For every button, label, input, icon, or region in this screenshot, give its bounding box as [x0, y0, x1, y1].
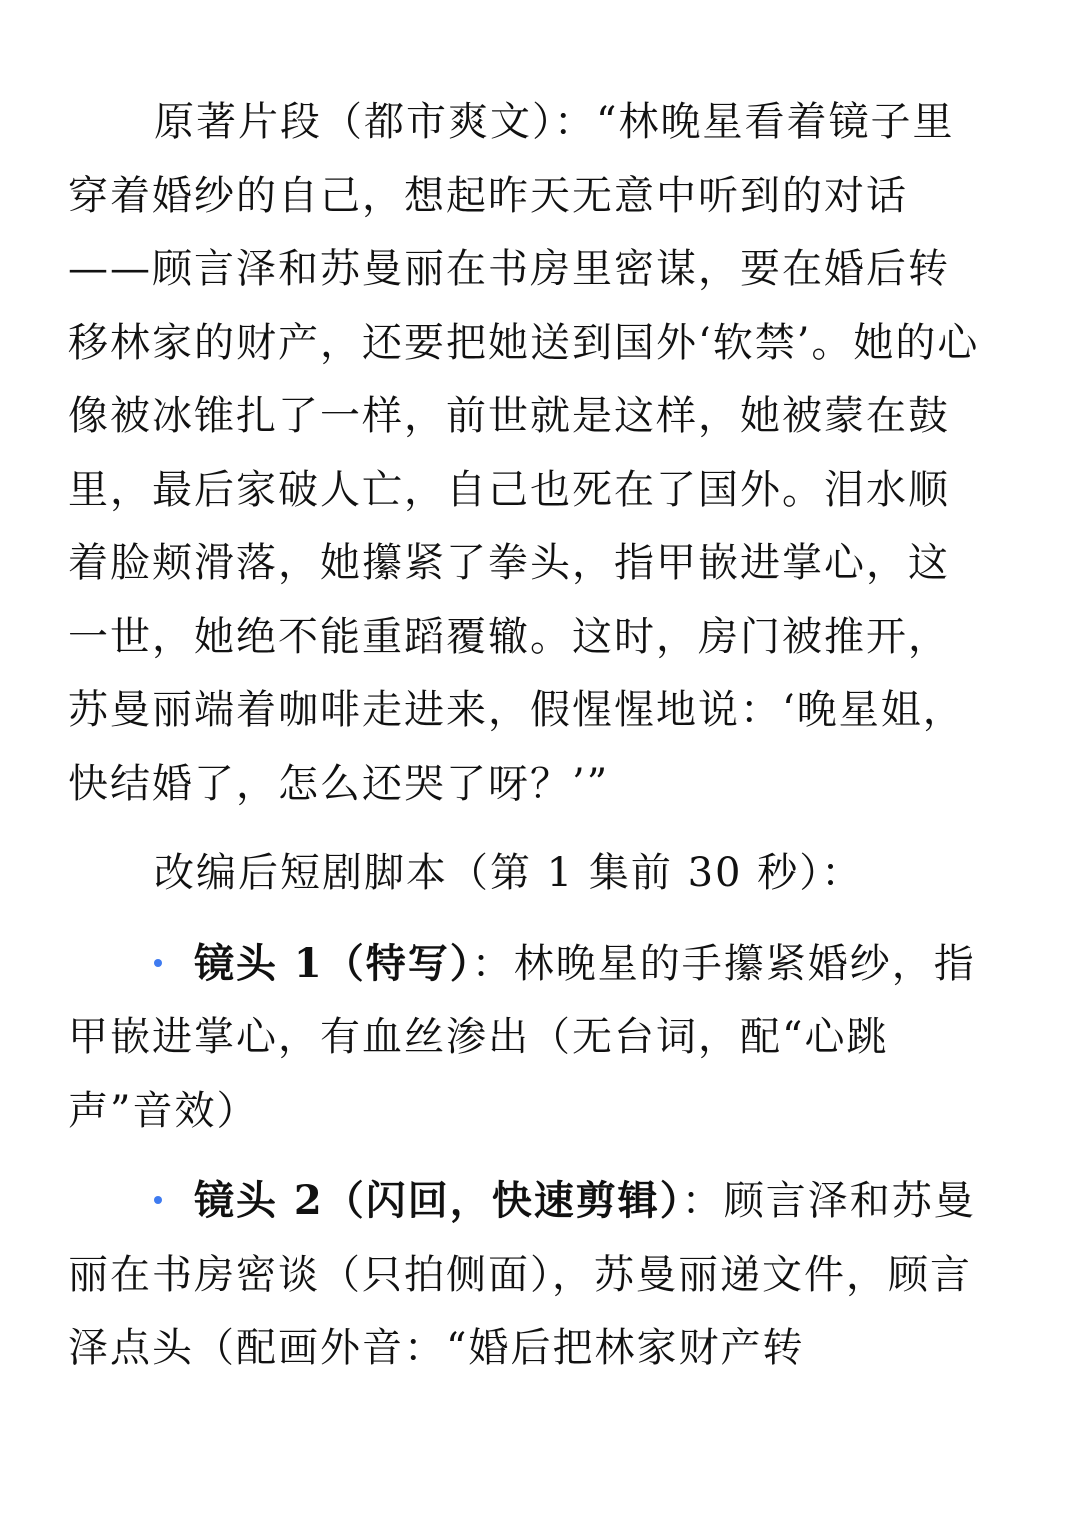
- shot-2-list-item: [68, 1164, 980, 1386]
- bullet-dot-icon: [154, 959, 162, 967]
- shot-1-text: ：林晚星的手攥紧婚纱，指甲嵌进掌心，有血丝渗出（无台词，配“心跳声”音效）: [68, 940, 976, 1134]
- bullet-dot-icon: [154, 1196, 162, 1204]
- shot-2-label: 镜头 2（闪回，快速剪辑）: [194, 1177, 682, 1224]
- script-heading-paragraph: 改编后短剧脚本（第 1 集前 30 秒）：: [154, 850, 864, 896]
- shot-2-text: ：顾言泽和苏曼丽在书房密谈（只拍侧面），苏曼丽递文件，顾言泽点头（配画外音：“婚后把林家财产转: [68, 1178, 976, 1371]
- original-excerpt-paragraph: 原著片段（都市爽文）：“林晚星看着镜子里穿着婚纱的自己，想起昨天无意中听到的对话——顾言泽和苏曼丽在书房里密谋，要在婚后转移林家的财产，还要把她送到国外‘软禁’。她的心像被冰锥扎了一样，前世就是这样，她被蒙在鼓里，最后家破人亡，自己也死在了国外。泪水顺着脸颊滑落，她攥紧了拳头，指甲嵌进掌心，这一世，她绝不能重蹈覆辙。这时，房门被推开，苏曼丽端着咖啡走进来，假惺惺地说：‘晚星姐，快结婚了，怎么还哭了呀？’”: [68, 99, 980, 807]
- shot-1-label: 镜头 1（特写）: [194, 939, 472, 987]
- shot-1-list-item: [68, 927, 980, 1149]
